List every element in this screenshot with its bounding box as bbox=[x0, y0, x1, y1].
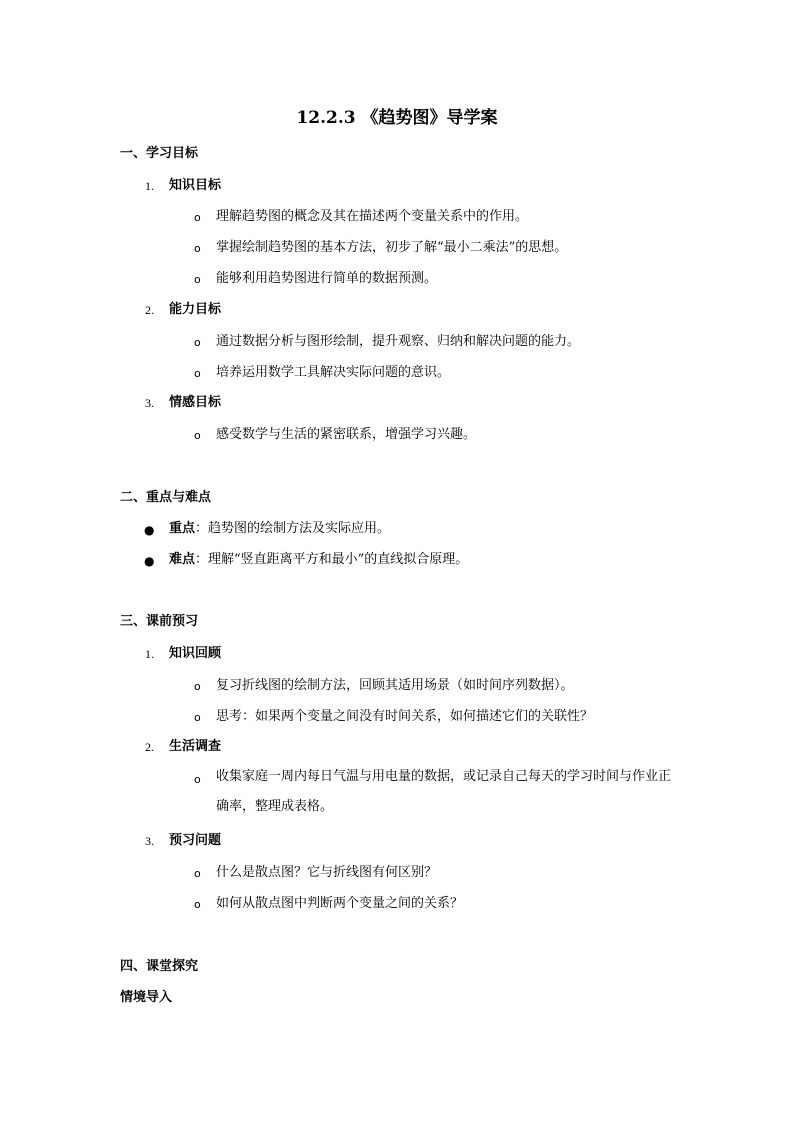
list-item: 培养运用数学工具解决实际问题的意识。 bbox=[216, 365, 451, 380]
circle-bullet-icon: o bbox=[194, 867, 201, 880]
circle-bullet-icon: o bbox=[194, 273, 201, 286]
subsection-label: 预习问题 bbox=[169, 833, 222, 848]
disc-bullet-icon: ● bbox=[144, 523, 155, 537]
list-item: 复习折线图的绘制方法，回顾其适用场景（如时间序列数据）。 bbox=[216, 678, 574, 693]
item-label: 难点 bbox=[169, 552, 196, 567]
circle-bullet-icon: o bbox=[194, 773, 201, 786]
circle-bullet-icon: o bbox=[194, 711, 201, 724]
list-number: 2. bbox=[145, 740, 154, 754]
circle-bullet-icon: o bbox=[194, 242, 201, 255]
section-heading-4: 四、课堂探究 bbox=[120, 959, 199, 974]
circle-bullet-icon: o bbox=[194, 429, 201, 442]
list-number: 3. bbox=[145, 396, 154, 410]
list-number: 1. bbox=[145, 647, 154, 661]
list-item: 通过数据分析与图形绘制，提升观察、归纳和解决问题的能力。 bbox=[216, 334, 581, 349]
list-item bbox=[169, 520, 390, 538]
section-heading-1: 一、学习目标 bbox=[120, 146, 199, 161]
subheading: 情境导入 bbox=[120, 990, 173, 1005]
page-title: 12.2.3 《趋势图》导学案 bbox=[296, 108, 498, 128]
section-heading-2: 二、重点与难点 bbox=[120, 490, 212, 505]
subsection-label: 情感目标 bbox=[169, 395, 222, 410]
circle-bullet-icon: o bbox=[194, 211, 201, 224]
list-item: 收集家庭一周内每日气温与用电量的数据，或记录自己每天的学习时间与作业正确率，整理成表格。 bbox=[216, 769, 672, 814]
circle-bullet-icon: o bbox=[194, 680, 201, 693]
circle-bullet-icon: o bbox=[194, 367, 201, 380]
list-item: 能够利用趋势图进行简单的数据预测。 bbox=[216, 271, 438, 286]
subsection-label: 生活调查 bbox=[169, 739, 222, 754]
item-text: ：趋势图的绘制方法及实际应用。 bbox=[195, 521, 391, 536]
list-number: 3. bbox=[145, 834, 154, 848]
list-item: 如何从散点图中判断两个变量之间的关系？ bbox=[216, 896, 464, 911]
list-number: 2. bbox=[145, 303, 154, 317]
list-item: 理解趋势图的概念及其在描述两个变量关系中的作用。 bbox=[216, 209, 529, 224]
circle-bullet-icon: o bbox=[194, 336, 201, 349]
list-item: 思考：如果两个变量之间没有时间关系，如何描述它们的关联性？ bbox=[216, 709, 594, 724]
circle-bullet-icon: o bbox=[194, 898, 201, 911]
list-number: 1. bbox=[145, 179, 154, 193]
disc-bullet-icon: ● bbox=[144, 554, 155, 568]
item-label: 重点 bbox=[169, 521, 196, 536]
section-heading-3: 三、课前预习 bbox=[120, 614, 199, 629]
subsection-label: 能力目标 bbox=[169, 302, 222, 317]
item-text: ：理解“竖直距离平方和最小”的直线拟合原理。 bbox=[195, 552, 469, 567]
list-item bbox=[169, 551, 468, 569]
subsection-label: 知识回顾 bbox=[169, 646, 222, 661]
list-item: 什么是散点图？它与折线图有何区别？ bbox=[216, 865, 438, 880]
subsection-label: 知识目标 bbox=[169, 178, 222, 193]
list-item: 感受数学与生活的紧密联系，增强学习兴趣。 bbox=[216, 427, 477, 442]
list-item: 掌握绘制趋势图的基本方法，初步了解“最小二乘法”的思想。 bbox=[216, 240, 568, 255]
